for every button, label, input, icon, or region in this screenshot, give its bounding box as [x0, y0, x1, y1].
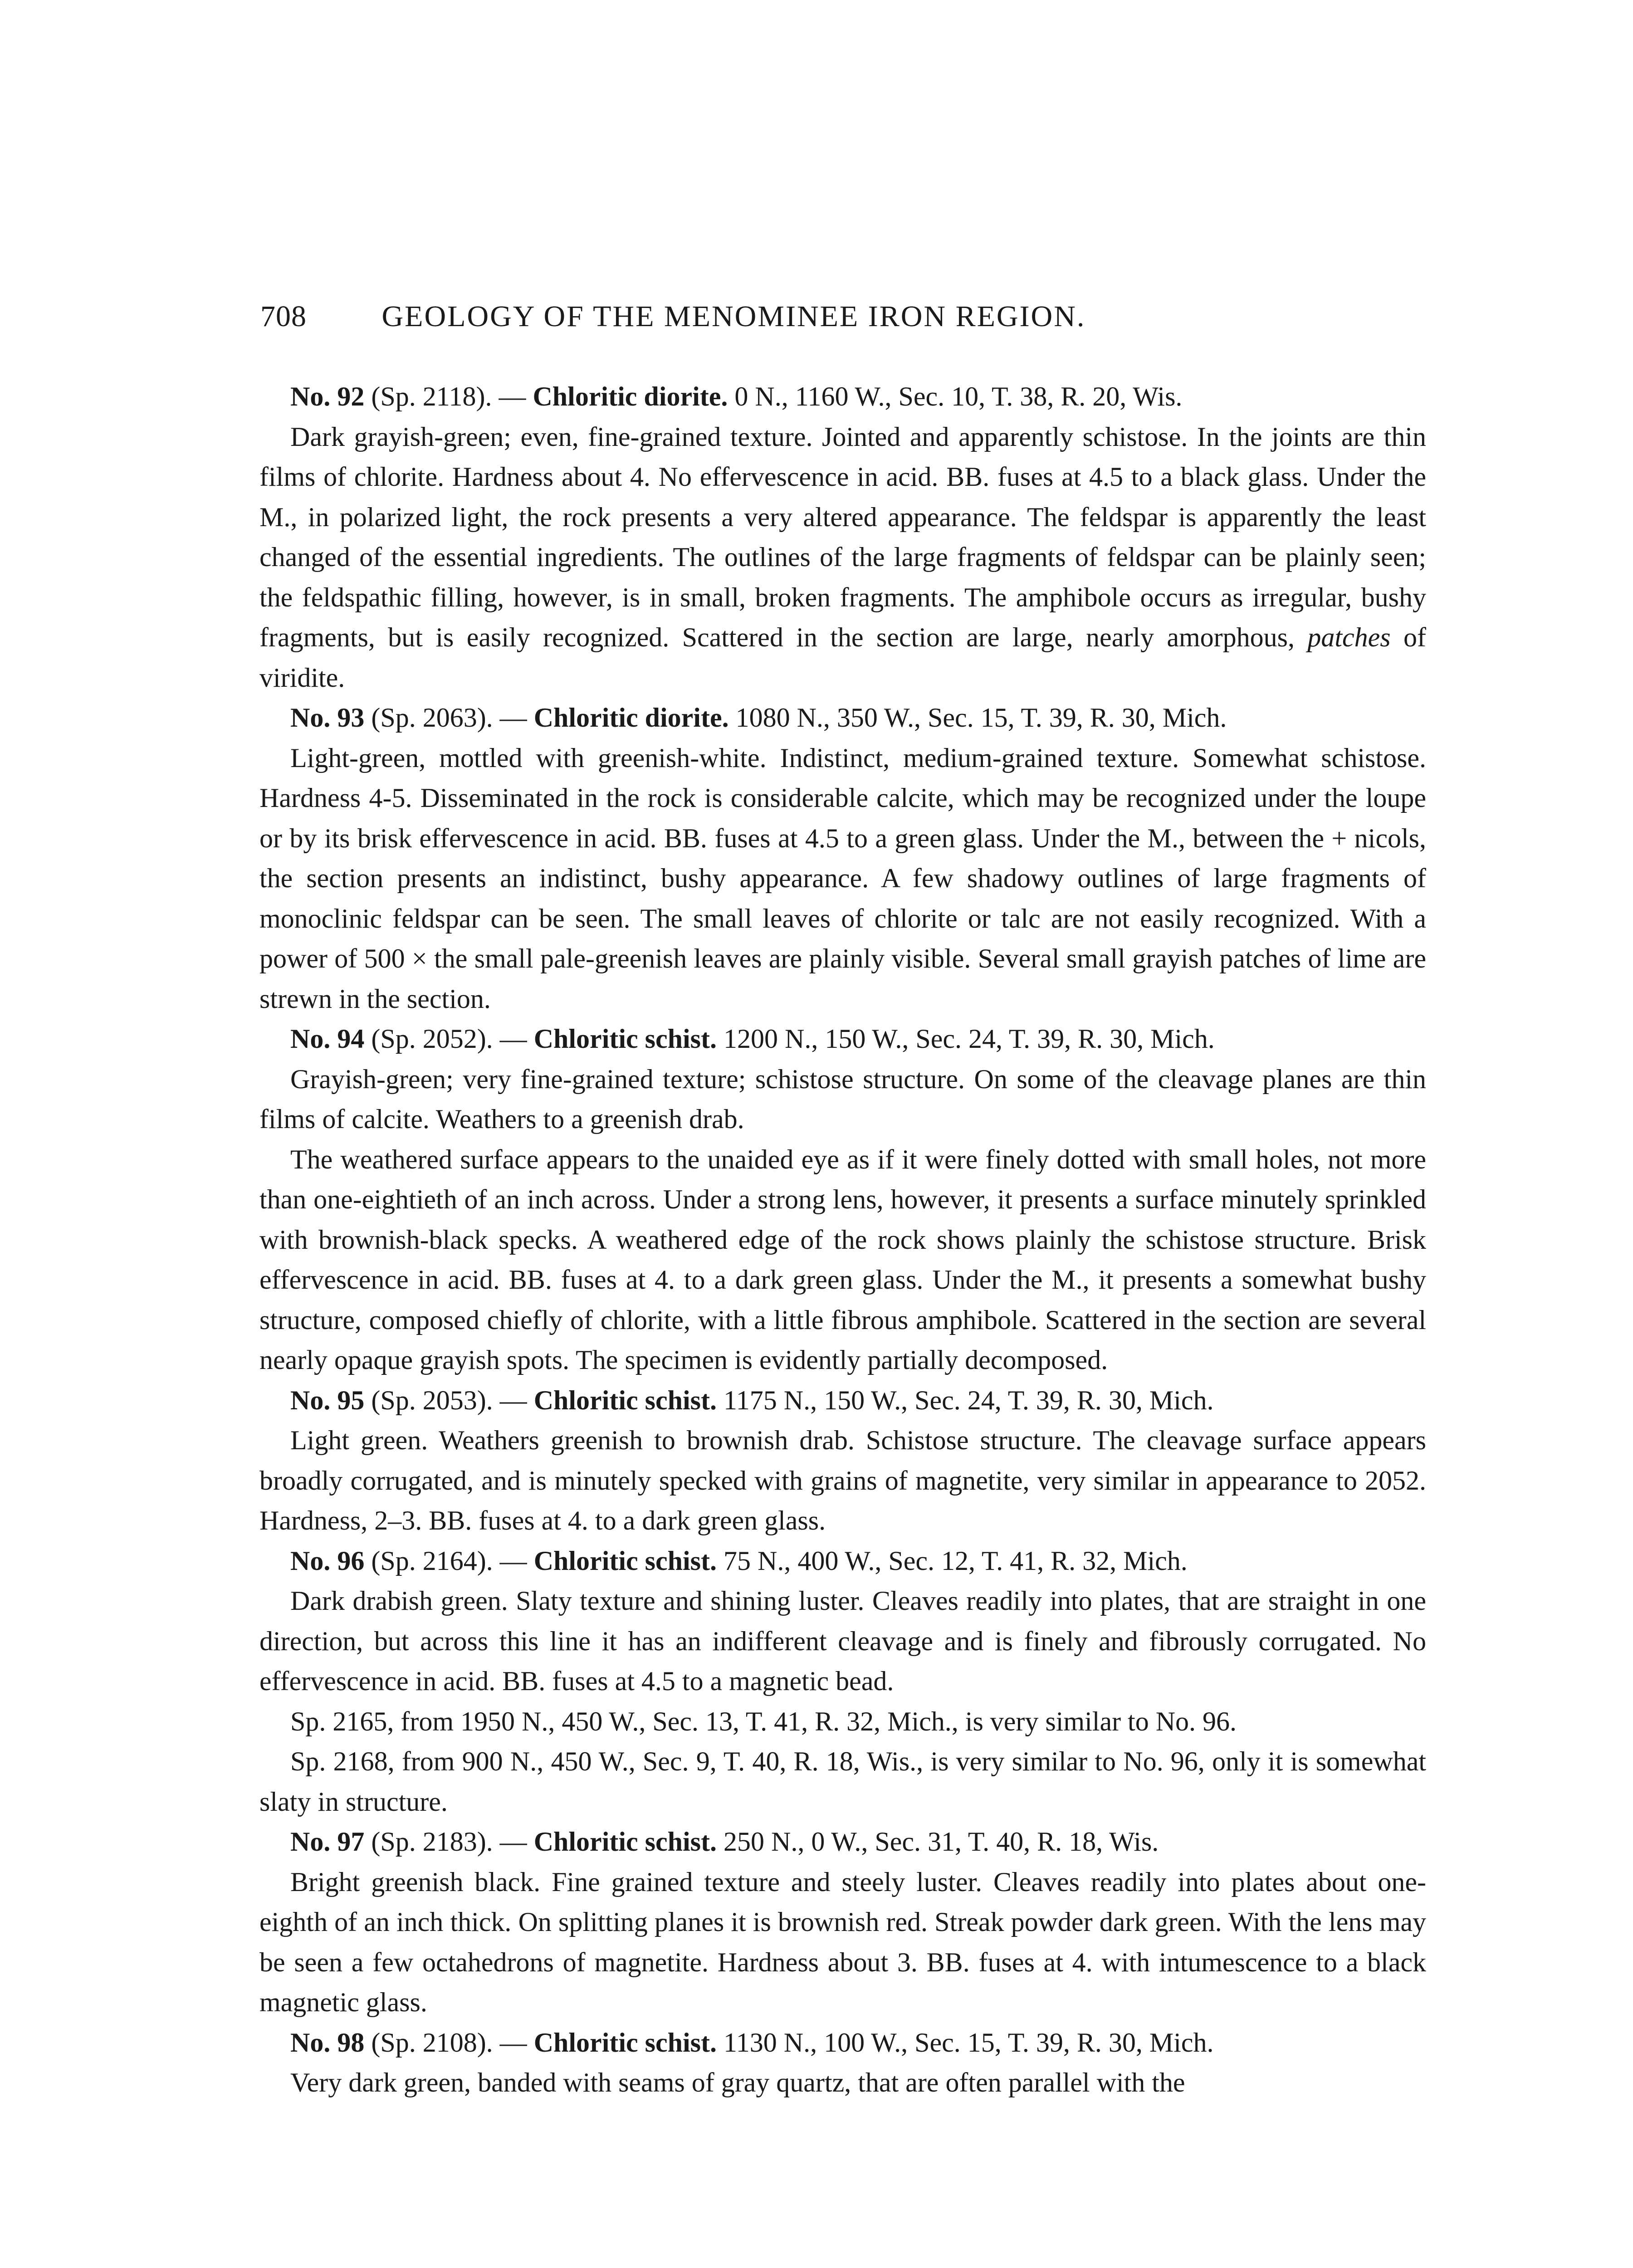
- running-header: [260, 299, 1422, 334]
- specimen-entry: [259, 698, 1426, 1019]
- entry-heading-paragraph: [259, 1380, 1426, 1421]
- entry-paragraph: [259, 1741, 1426, 1822]
- entry-lead: [290, 2028, 717, 2058]
- entry-description: [259, 738, 1426, 1019]
- entry-paragraph: [259, 1139, 1426, 1380]
- entry-heading-paragraph: [259, 698, 1426, 738]
- entry-number: No. 92: [290, 381, 365, 411]
- description-text: Dark drabish green. Slaty texture and shining luster. Cleaves readily into plates, that are straight in one direction, but across this line it has an indifferent cleavage and is finely and fibrously corrugated. No effervescence in acid. BB. fuses at 4.5 to a magnetic bead.: [259, 1586, 1426, 1696]
- location: 250 N., 0 W., Sec. 31, T. 40, R. 18, Wis.: [724, 1827, 1159, 1857]
- entry-paragraph: [259, 1701, 1426, 1742]
- location: 1200 N., 150 W., Sec. 24, T. 39, R. 30, Mich.: [724, 1024, 1215, 1054]
- description-text: Grayish-green; very fine-grained texture; schistose structure. On some of the cleavage planes are thin films of calcite. Weathers to a greenish drab.: [259, 1064, 1426, 1134]
- page-number: 708: [260, 300, 307, 333]
- specimen-entry: [259, 376, 1426, 698]
- location: 1175 N., 150 W., Sec. 24, T. 39, R. 30, Mich.: [724, 1385, 1214, 1415]
- entry-number: No. 94: [290, 1024, 365, 1054]
- entry-lead: [290, 1385, 717, 1415]
- rock-name: Chloritic schist.: [533, 1545, 717, 1576]
- specimen-entry: [259, 1541, 1426, 1822]
- specimen-entry: [259, 1019, 1426, 1380]
- description-text: Light-green, mottled with greenish-white. Indistinct, medium-grained texture. Somewhat schistose. Hardness 4-5. Disseminated in the rock is considerable calcite, which may be recognized under the loupe or by its brisk effervescence in acid. BB. fuses at 4.5 to a green glass. Under the M., between the + nicols, the section presents an indistinct, bushy appearance. A few shadowy outlines of large fragments of monoclinic feldspar can be seen. The small leaves of chlorite or talc are not easily recognized. With a power of 500 × the small pale-greenish leaves are plainly visible. Several small grayish patches of lime are strewn in the section.: [259, 743, 1426, 1014]
- description-text: Dark grayish-green; even, fine-grained texture. Jointed and apparently schistose. In the joints are thin films of chlorite. Hardness about 4. No effervescence in acid. BB. fuses at 4.5 to a black glass. Under the M., in polarized light, the rock presents a very altered appearance. The feldspar is apparently the least changed of the essential ingredients. The outlines of the large fragments of feldspar can be plainly seen; the feldspathic filling, however, is in small, broken fragments. The amphibole occurs as irregular, bushy fragments, but is easily recognized. Scattered in the section are large, nearly amorphous,: [259, 421, 1426, 652]
- specimen-ref: (Sp. 2052). —: [371, 1024, 527, 1054]
- entry-lead: [290, 703, 729, 733]
- entry-heading-paragraph: [259, 2023, 1426, 2063]
- description-text: Sp. 2168, from 900 N., 450 W., Sec. 9, T. 40, R. 18, Wis., is very similar to No. 96, only it is somewhat slaty in structure.: [259, 1746, 1426, 1817]
- location: 1080 N., 350 W., Sec. 15, T. 39, R. 30, Mich.: [735, 703, 1227, 733]
- entry-number: No. 93: [290, 703, 365, 733]
- entry-description: [259, 1420, 1426, 1541]
- specimen-ref: (Sp. 2118). —: [371, 381, 526, 411]
- rock-name: Chloritic diorite.: [533, 703, 729, 733]
- entry-lead: [290, 1024, 717, 1054]
- specimen-entry: [259, 2023, 1426, 2103]
- location: 0 N., 1160 W., Sec. 10, T. 38, R. 20, Wis.: [734, 381, 1183, 411]
- entry-description: [259, 2063, 1426, 2103]
- specimen-ref: (Sp. 2063). —: [371, 703, 527, 733]
- description-text: Bright greenish black. Fine grained texture and steely luster. Cleaves readily into plates about one-eighth of an inch thick. On splitting planes it is brownish red. Streak powder dark green. With the lens may be seen a few octahedrons of magnetite. Hardness about 3. BB. fuses at 4. with intumescence to a black magnetic glass.: [259, 1867, 1426, 2017]
- specimen-ref: (Sp. 2183). —: [371, 1827, 527, 1857]
- description-text: Light green. Weathers greenish to brownish drab. Schistose structure. The cleavage surface appears broadly corrugated, and is minutely specked with grains of magnetite, very similar in appearance to 2052. Hardness, 2–3. BB. fuses at 4. to a dark green glass.: [259, 1425, 1426, 1535]
- entry-description: [259, 1059, 1426, 1139]
- rock-name: Chloritic schist.: [533, 1827, 717, 1857]
- rock-name: Chloritic diorite.: [533, 381, 728, 411]
- entry-heading-paragraph: [259, 1019, 1426, 1059]
- specimen-ref: (Sp. 2053). —: [371, 1385, 527, 1415]
- description-text: Very dark green, banded with seams of gray quartz, that are often parallel with the: [290, 2068, 1185, 2097]
- running-title: GEOLOGY OF THE MENOMINEE IRON REGION.: [381, 300, 1086, 333]
- entry-heading-paragraph: [259, 1541, 1426, 1581]
- entry-description: [259, 1862, 1426, 2023]
- description-text: Sp. 2165, from 1950 N., 450 W., Sec. 13, T. 41, R. 32, Mich., is very similar to No. 96.: [290, 1706, 1237, 1736]
- entry-heading-paragraph: [259, 376, 1426, 417]
- description-text: The weathered surface appears to the unaided eye as if it were finely dotted with small holes, not more than one-eightieth of an inch across. Under a strong lens, however, it presents a surface minutely sprinkled with brownish-black specks. A weathered edge of the rock shows plainly the schistose structure. Brisk effervescence in acid. BB. fuses at 4. to a dark green glass. Under the M., it presents a somewhat bushy structure, composed chiefly of chlorite, with a little fibrous amphibole. Scattered in the section are several nearly opaque grayish spots. The specimen is evidently partially decomposed.: [259, 1144, 1426, 1375]
- rock-name: Chloritic schist.: [533, 2027, 717, 2058]
- location: 75 N., 400 W., Sec. 12, T. 41, R. 32, Mich.: [724, 1545, 1188, 1576]
- specimen-entry: [259, 1822, 1426, 2023]
- entry-number: No. 97: [290, 1827, 365, 1857]
- italic-term: patches: [1307, 622, 1391, 652]
- entry-lead: [290, 381, 728, 411]
- entry-number: No. 98: [290, 2027, 365, 2058]
- document-body: [259, 376, 1426, 2103]
- rock-name: Chloritic schist.: [533, 1385, 717, 1415]
- entry-lead: [290, 1546, 717, 1576]
- entry-number: No. 95: [290, 1385, 365, 1415]
- specimen-ref: (Sp. 2108). —: [371, 2027, 527, 2058]
- specimen-ref: (Sp. 2164). —: [371, 1545, 527, 1576]
- location: 1130 N., 100 W., Sec. 15, T. 39, R. 30, Mich.: [724, 2027, 1214, 2058]
- specimen-entry: [259, 1380, 1426, 1541]
- entry-description: [259, 1581, 1426, 1701]
- rock-name: Chloritic schist.: [533, 1024, 717, 1054]
- entry-heading-paragraph: [259, 1822, 1426, 1862]
- entry-number: No. 96: [290, 1545, 365, 1576]
- entry-lead: [290, 1827, 717, 1857]
- entry-description: [259, 417, 1426, 698]
- description-text-tail: of viridite.: [259, 622, 1426, 693]
